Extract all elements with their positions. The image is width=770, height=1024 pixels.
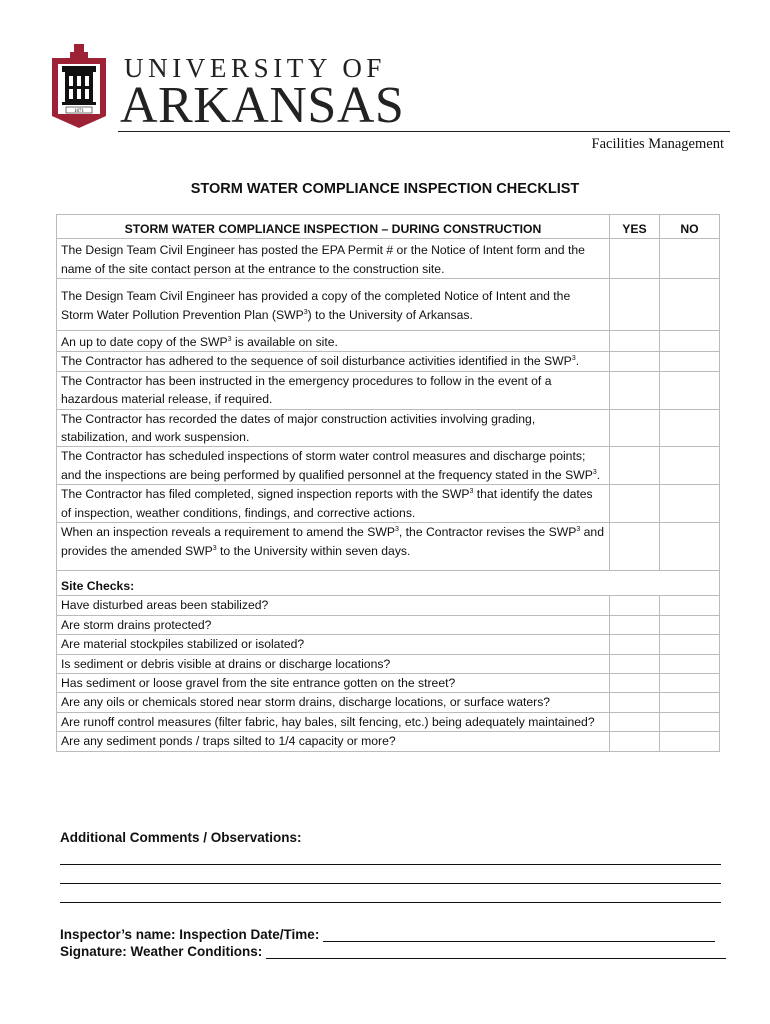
checklist-item-text: The Contractor has recorded the dates of major construction activities involving grading, stabilization, and work suspension. [57,409,610,447]
logo-year: 1871 [74,109,84,114]
document-title: STORM WATER COMPLIANCE INSPECTION CHECKLIST [190,181,580,197]
checklist-row [57,409,720,447]
no-checkbox-cell[interactable] [660,371,720,409]
column-yes-header: YES [610,215,660,239]
checklist-items [57,239,720,571]
checklist-row [57,485,720,523]
signature-label: Signature: Weather Conditions: [60,944,263,959]
site-check-row [57,693,720,712]
checklist-row [57,523,720,571]
checklist-item-text: The Design Team Civil Engineer has posted the EPA Permit # or the Notice of Intent form and the name of the site contact person at the entrance to the construction site. [57,239,610,279]
checklist-row [57,239,720,279]
inspector-line [60,927,715,942]
department-name: Facilities Management [591,136,724,152]
yes-checkbox-cell[interactable] [610,371,660,409]
site-check-text: Have disturbed areas been stabilized? [57,596,610,615]
checklist-item-text: The Contractor has filed completed, signed inspection reports with the SWP$^3$ that identify the dates of inspection, weather conditions, findings, and corrective actions. [57,485,610,523]
no-checkbox-cell[interactable] [660,712,720,731]
signature-weather-field[interactable] [266,946,726,959]
site-check-row [57,596,720,615]
site-check-text: Are runoff control measures (filter fabric, hay bales, silt fencing, etc.) being adequately maintained? [57,712,610,731]
site-check-text: Has sediment or loose gravel from the site entrance gotten on the street? [57,673,610,692]
section-title: STORM WATER COMPLIANCE INSPECTION – DURING CONSTRUCTION [57,215,610,239]
site-check-text: Are material stockpiles stabilized or isolated? [57,635,610,654]
table-header-row [57,215,720,239]
university-seal-logo-icon [52,44,106,128]
yes-checkbox-cell[interactable] [610,239,660,279]
university-name-line1: UNIVERSITY OF [124,53,387,83]
no-checkbox-cell[interactable] [660,239,720,279]
yes-checkbox-cell[interactable] [610,654,660,673]
site-check-items [57,596,720,751]
checklist-row [57,331,720,352]
no-checkbox-cell[interactable] [660,352,720,371]
no-checkbox-cell[interactable] [660,693,720,712]
no-checkbox-cell[interactable] [660,596,720,615]
comments-line-1[interactable] [60,864,721,865]
yes-checkbox-cell[interactable] [610,693,660,712]
site-check-row [57,654,720,673]
inspector-label: Inspector’s name: Inspection Date/Time: [60,927,320,942]
column-no-header: NO [660,215,720,239]
inspector-date-field[interactable] [323,929,715,942]
site-check-text: Are any oils or chemicals stored near storm drains, discharge locations, or surface waters? [57,693,610,712]
no-checkbox-cell[interactable] [660,615,720,634]
site-check-row [57,635,720,654]
yes-checkbox-cell[interactable] [610,596,660,615]
checklist-item-text: The Contractor has scheduled inspections of storm water control measures and discharge points; and the inspections are being performed by qualified personnel at the frequency stated in the SWP$^3$. [57,447,610,485]
no-checkbox-cell[interactable] [660,654,720,673]
site-check-text: Are storm drains protected? [57,615,610,634]
comments-line-2[interactable] [60,883,721,884]
site-check-text: Are any sediment ponds / traps silted to 1/4 capacity or more? [57,732,610,751]
checklist-row [57,279,720,331]
yes-checkbox-cell[interactable] [610,635,660,654]
site-checks-label: Site Checks: [57,570,720,595]
signature-line [60,944,726,959]
yes-checkbox-cell[interactable] [610,712,660,731]
checklist-item-text: An up to date copy of the SWP$^3$ is available on site. [57,331,610,352]
comments-label: Additional Comments / Observations: [60,830,302,845]
checklist-item-text: When an inspection reveals a requirement to amend the SWP$^3$, the Contractor revises the SWP$^3$ and provides the amended SWP$^3$ to the University within seven days. [57,523,610,571]
yes-checkbox-cell[interactable] [610,409,660,447]
checklist-table [56,214,720,752]
site-checks-header-row [57,570,720,595]
yes-checkbox-cell[interactable] [610,352,660,371]
yes-checkbox-cell[interactable] [610,732,660,751]
checklist-row [57,371,720,409]
yes-checkbox-cell[interactable] [610,673,660,692]
yes-checkbox-cell[interactable] [610,615,660,634]
checklist-row [57,352,720,371]
yes-checkbox-cell[interactable] [610,523,660,571]
no-checkbox-cell[interactable] [660,523,720,571]
yes-checkbox-cell[interactable] [610,279,660,331]
header-divider [118,131,730,132]
checklist-item-text: The Design Team Civil Engineer has provided a copy of the completed Notice of Intent and the Storm Water Pollution Prevention Plan (SWP$^3$) to the University of Arkansas. [57,279,610,331]
university-name-line2: ARKANSAS [120,77,405,134]
checklist-item-text: The Contractor has been instructed in the emergency procedures to follow in the event of a hazardous material release, if required. [57,371,610,409]
comments-line-3[interactable] [60,902,721,903]
site-check-row [57,615,720,634]
yes-checkbox-cell[interactable] [610,331,660,352]
no-checkbox-cell[interactable] [660,673,720,692]
yes-checkbox-cell[interactable] [610,485,660,523]
no-checkbox-cell[interactable] [660,409,720,447]
no-checkbox-cell[interactable] [660,331,720,352]
no-checkbox-cell[interactable] [660,279,720,331]
no-checkbox-cell[interactable] [660,635,720,654]
no-checkbox-cell[interactable] [660,732,720,751]
no-checkbox-cell[interactable] [660,447,720,485]
site-check-row [57,732,720,751]
checklist-row [57,447,720,485]
site-check-row [57,712,720,731]
no-checkbox-cell[interactable] [660,485,720,523]
checklist-item-text: The Contractor has adhered to the sequence of soil disturbance activities identified in the SWP$^3$. [57,352,610,371]
site-check-row [57,673,720,692]
yes-checkbox-cell[interactable] [610,447,660,485]
site-check-text: Is sediment or debris visible at drains or discharge locations? [57,654,610,673]
